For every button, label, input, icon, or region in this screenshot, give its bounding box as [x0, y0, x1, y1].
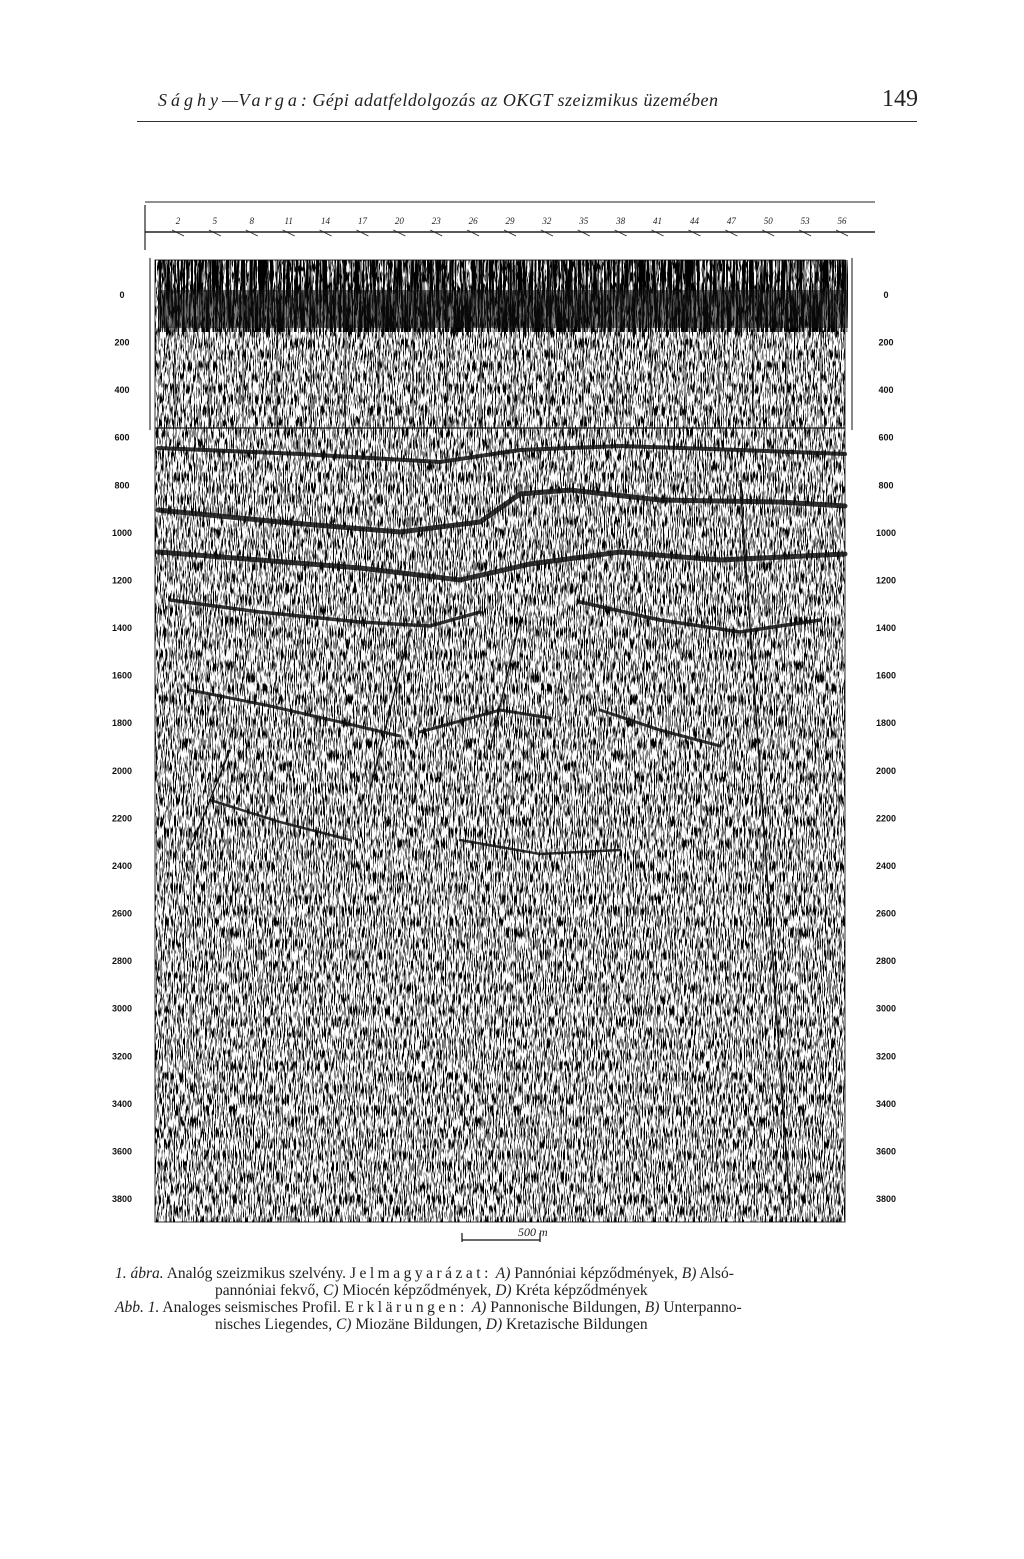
scale-bar — [462, 1225, 548, 1242]
caption-hu-legend-word: Jelmagyarázat: — [349, 1265, 492, 1282]
depth-label-right: 2600 — [875, 908, 897, 919]
depth-label-right: 1000 — [875, 527, 897, 538]
station-tick — [652, 230, 664, 236]
caption-hu-d-key: D) — [495, 1282, 512, 1299]
caption-hu-c-text: Miocén képződmények, — [342, 1282, 492, 1299]
depth-label-right: 1800 — [875, 718, 897, 729]
seismic-figure — [100, 150, 920, 1250]
caption-hu-a-text: Pannóniai képződmények, — [514, 1265, 678, 1282]
running-title — [158, 90, 719, 111]
station-tick — [320, 230, 332, 236]
caption-de-d-key: D) — [485, 1316, 503, 1333]
caption-de-a-key: A) — [471, 1299, 487, 1316]
station-tick — [762, 230, 774, 236]
caption-de-legend-word: Erklärungen: — [344, 1299, 468, 1316]
caption-hu-label: 1. ábra. — [115, 1265, 164, 1282]
station-tick — [209, 230, 221, 236]
station-tick — [467, 230, 479, 236]
depth-label-left: 0 — [119, 290, 125, 300]
depth-label-right: 200 — [878, 337, 894, 348]
depth-label-right: 1600 — [875, 670, 897, 681]
depth-label-left: 2200 — [111, 813, 133, 824]
station-label-group — [172, 216, 848, 236]
depth-label-left: 200 — [114, 337, 130, 348]
caption-hu-line2 — [115, 1282, 920, 1299]
station-label: 32 — [542, 216, 552, 226]
figure-caption — [115, 1265, 920, 1333]
caption-de-b-text: Unterpanno- — [663, 1299, 742, 1316]
author-varga: Varga — [238, 90, 301, 110]
station-label: 17 — [357, 216, 367, 226]
section-texture — [155, 260, 845, 1222]
depth-label-right: 2000 — [875, 765, 897, 776]
caption-de-line2 — [115, 1316, 920, 1333]
header-rule — [137, 121, 917, 122]
station-tick — [578, 230, 590, 236]
station-label: 8 — [249, 216, 255, 226]
caption-hu-d-text: Kréta képződmények — [515, 1282, 648, 1299]
station-tick — [836, 230, 848, 236]
depth-label-left: 3400 — [111, 1098, 133, 1109]
station-header — [145, 202, 875, 250]
caption-de-c-key: C) — [335, 1316, 352, 1333]
depth-label-right: 3400 — [875, 1098, 897, 1109]
depth-label-left: 2600 — [111, 908, 133, 919]
depth-label-left: 400 — [114, 385, 130, 396]
station-label: 23 — [431, 216, 441, 226]
station-tick — [504, 230, 516, 236]
caption-de-line1 — [115, 1299, 920, 1316]
depth-label-left: 3600 — [111, 1146, 133, 1157]
depth-label-right: 1200 — [875, 575, 897, 586]
seismic-profile — [100, 150, 920, 1250]
station-label: 14 — [321, 216, 331, 226]
caption-de-d-text: Kretazische Bildungen — [506, 1316, 648, 1333]
author-dash: — — [222, 90, 239, 110]
depth-label-right: 2400 — [875, 860, 897, 871]
depth-label-left: 3800 — [111, 1194, 133, 1204]
caption-hu-a-key: A) — [495, 1265, 511, 1282]
depth-label-left: 1600 — [111, 670, 133, 681]
caption-de-a-text: Pannonische Bildungen, — [490, 1299, 641, 1316]
depth-label-right: 400 — [878, 385, 894, 396]
depth-label-right: 3000 — [875, 1003, 897, 1014]
depth-scale-right — [876, 290, 896, 1204]
caption-hu-b-key: B) — [681, 1265, 697, 1282]
station-tick — [541, 230, 553, 236]
depth-label-right: 2200 — [875, 813, 897, 824]
depth-label-left: 3000 — [111, 1003, 133, 1014]
depth-label-left: 2400 — [111, 860, 133, 871]
station-label: 47 — [726, 216, 736, 226]
depth-label-right: 3800 — [875, 1194, 897, 1204]
caption-de-title: Analoges seismisches Profil. — [162, 1299, 342, 1316]
station-label: 20 — [394, 216, 404, 226]
caption-hu-line2-text: pannóniai fekvő, — [215, 1282, 320, 1299]
caption-hu-c-key: C) — [323, 1282, 339, 1299]
caption-hu-line1 — [115, 1265, 920, 1282]
seismic-section — [150, 258, 852, 1222]
depth-label-right: 600 — [878, 432, 894, 443]
running-header — [158, 86, 918, 122]
station-tick — [799, 230, 811, 236]
author-sagy: Sághy — [158, 90, 222, 110]
depth-label-left: 1200 — [111, 575, 133, 586]
station-tick — [356, 230, 368, 236]
depth-label-left: 2800 — [111, 956, 133, 967]
depth-label-left: 1400 — [111, 623, 133, 634]
depth-label-left: 2000 — [111, 765, 133, 776]
station-label: 29 — [505, 216, 515, 226]
station-tick — [688, 230, 700, 236]
depth-label-right: 3600 — [875, 1146, 897, 1157]
station-label: 56 — [837, 216, 847, 226]
caption-de-c-text: Miozäne Bildungen, — [355, 1316, 482, 1333]
station-label: 35 — [579, 216, 589, 226]
depth-label-right: 1400 — [875, 623, 897, 634]
station-tick — [725, 230, 737, 236]
station-label: 26 — [468, 216, 478, 226]
scale-bar-label: 500 m — [518, 1225, 548, 1239]
depth-label-left: 3200 — [111, 1051, 133, 1062]
depth-label-right: 2800 — [875, 956, 897, 967]
depth-label-left: 1800 — [111, 718, 133, 729]
depth-label-left: 800 — [114, 480, 130, 491]
station-label: 50 — [763, 216, 773, 226]
depth-label-right: 3200 — [875, 1051, 897, 1062]
article-title: Gépi adatfeldolgozás az OKGT szeizmikus üzemében — [312, 90, 719, 110]
caption-de-b-key: B) — [644, 1299, 660, 1316]
station-tick — [615, 230, 627, 236]
caption-de-label: Abb. 1. — [115, 1299, 160, 1316]
depth-label-left: 1000 — [111, 527, 133, 538]
station-tick — [430, 230, 442, 236]
depth-label-right: 0 — [883, 290, 889, 300]
station-label: 53 — [800, 216, 810, 226]
near-surface-dark — [158, 290, 848, 328]
station-tick — [172, 230, 184, 236]
caption-de-line2-text: nisches Liegendes, — [215, 1316, 333, 1333]
station-label: 11 — [284, 216, 293, 226]
station-label: 44 — [689, 216, 699, 226]
station-label: 38 — [616, 216, 626, 226]
depth-label-left: 600 — [114, 432, 130, 443]
depth-label-right: 800 — [878, 480, 894, 491]
page-number: 149 — [882, 86, 918, 112]
caption-hu-b-text: Alsó- — [699, 1265, 734, 1282]
depth-scale-left — [112, 290, 132, 1204]
station-label: 5 — [212, 216, 218, 226]
caption-hu-title: Analóg szeizmikus szelvény. — [166, 1265, 347, 1282]
station-label: 2 — [175, 216, 181, 226]
station-tick — [246, 230, 258, 236]
station-label: 41 — [653, 216, 663, 226]
station-tick — [393, 230, 405, 236]
author-colon: : — [300, 90, 308, 110]
station-tick — [283, 230, 295, 236]
